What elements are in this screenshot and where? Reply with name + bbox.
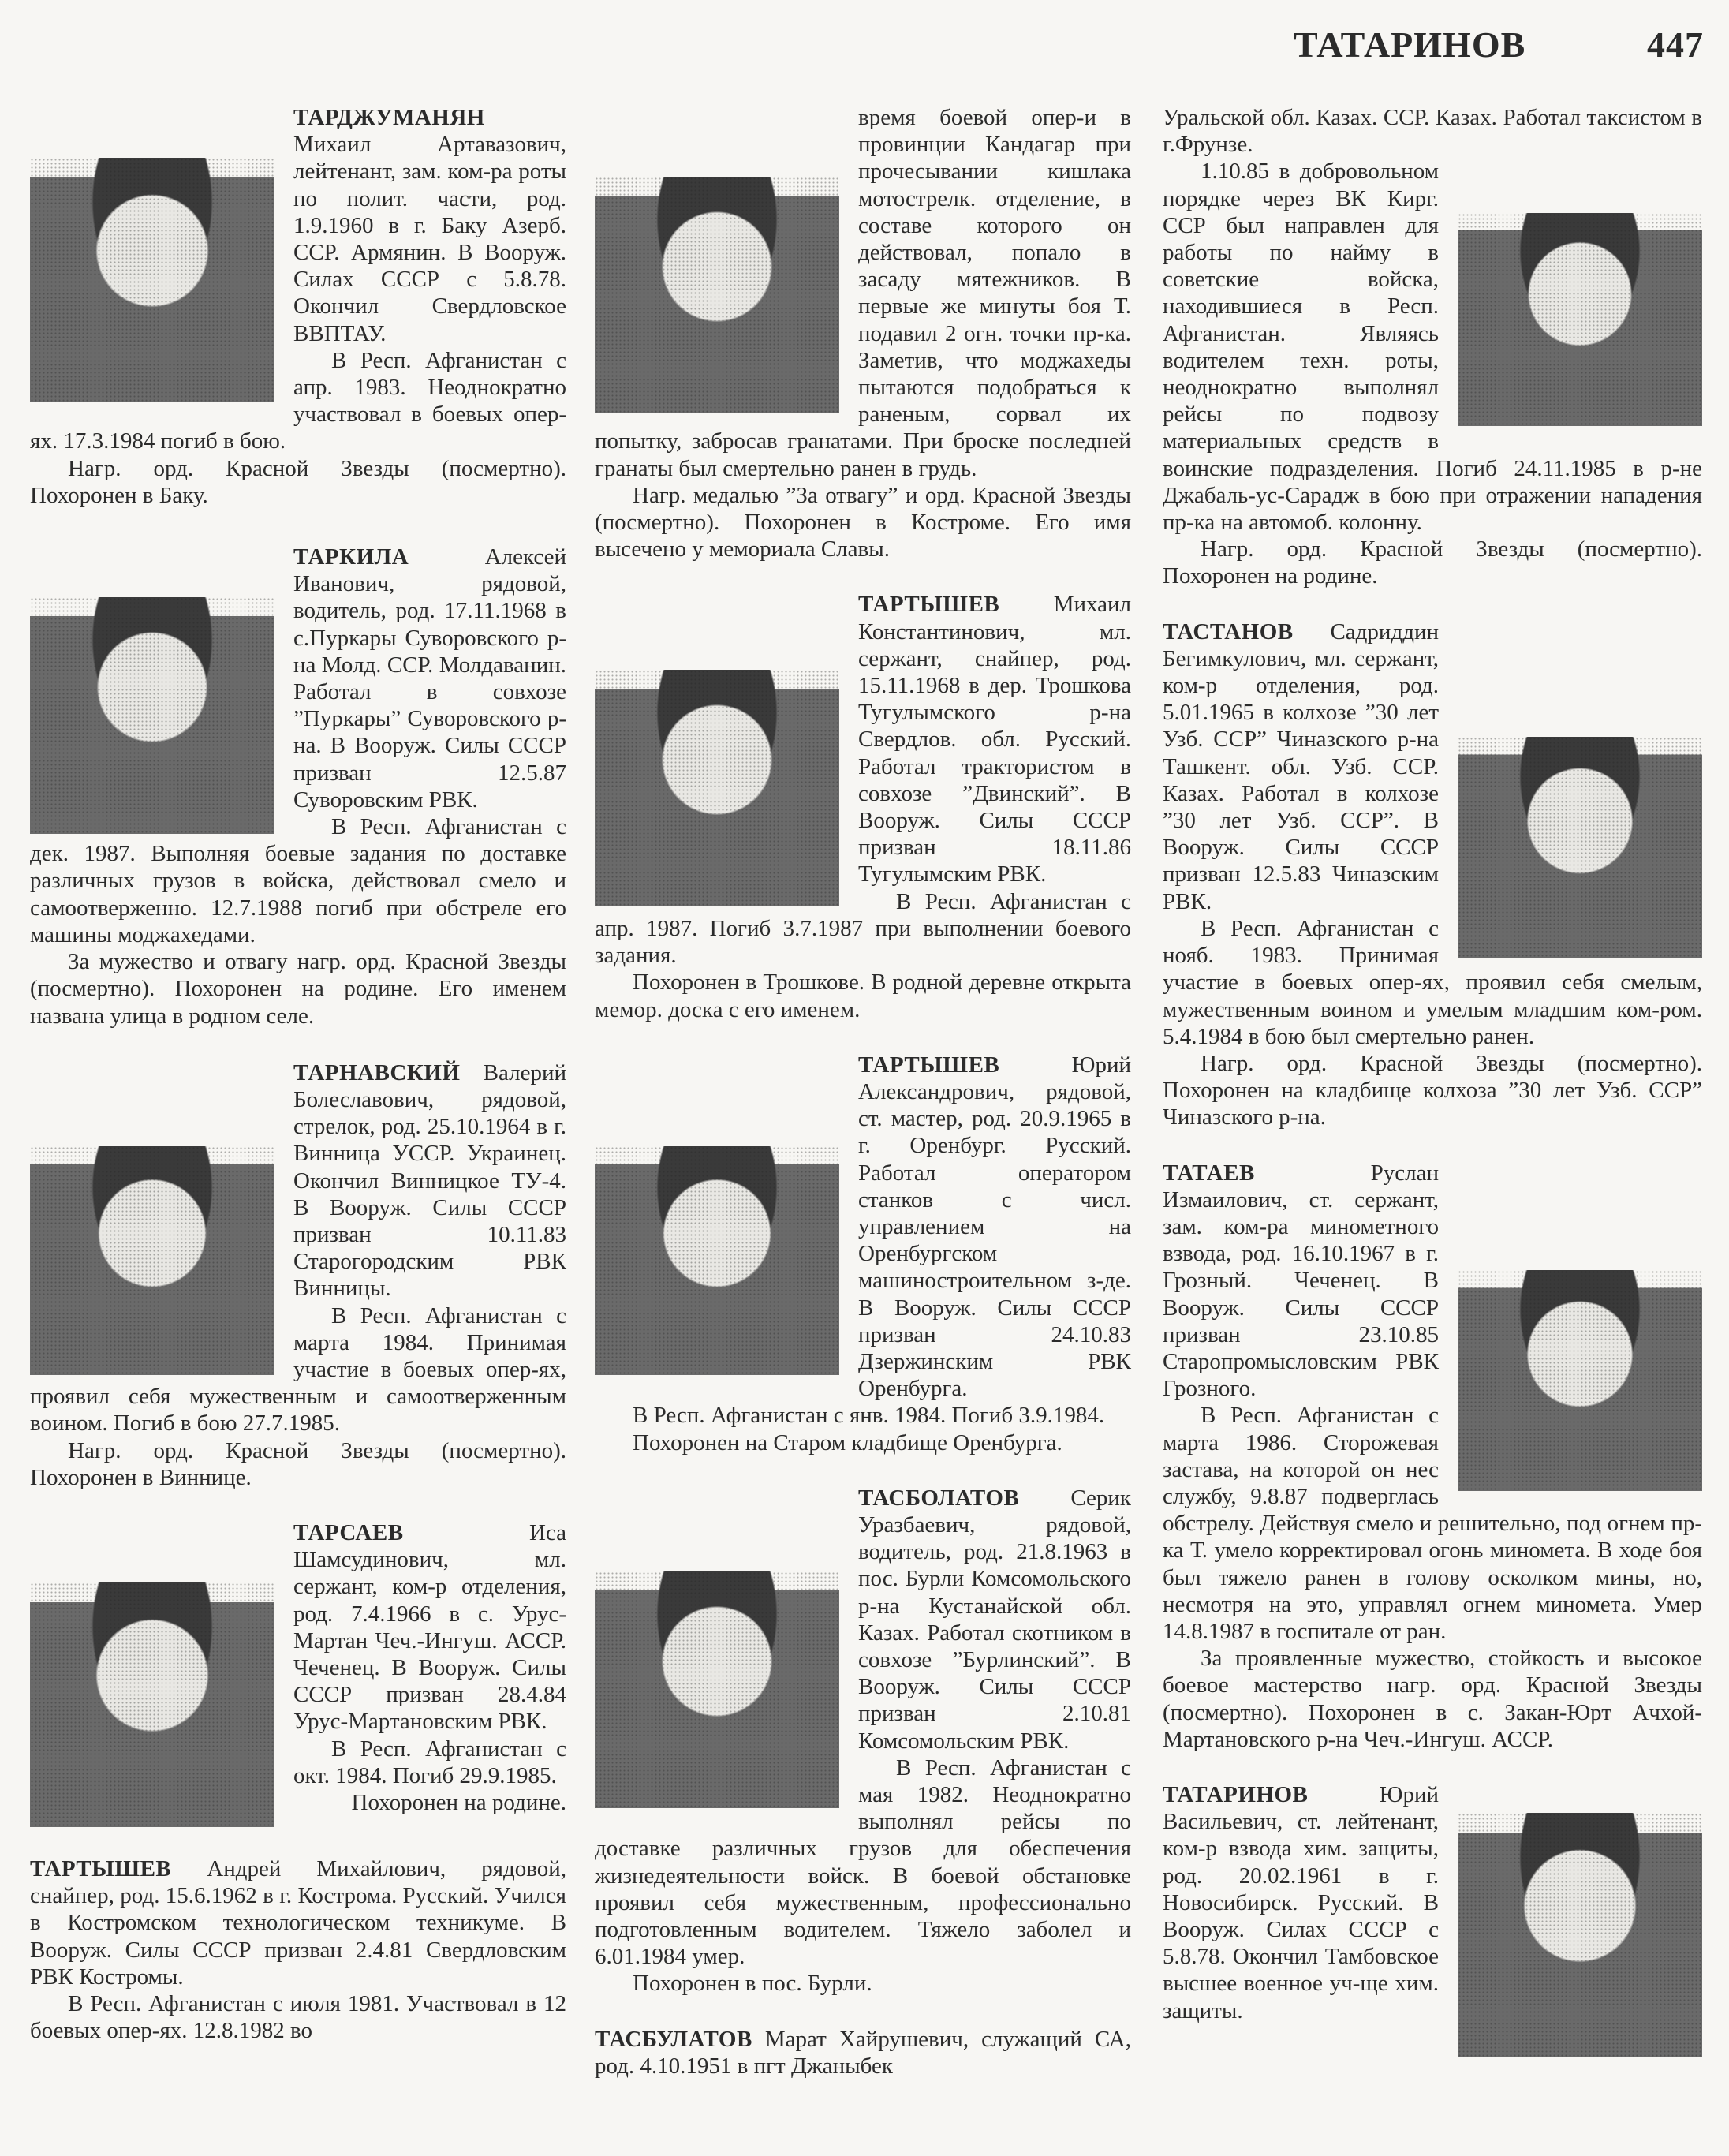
entry-tartyshev-mikhail	[595, 591, 1131, 1022]
entry-paragraph: В Респ. Афганистан с марта 1986. Сторожевая застава, на которой он нес службу, 9.8.87 подверглась обстрелу. Действуя смело и решительно, под огнем пр-ка Т. умело корректировал огонь миномета. В ходе боя был тяжело ранен в голову осколком мины, но, несмотря на это, управлял огнем миномета. Умер 14.8.1987 в госпитале от ран.	[1163, 1403, 1702, 1644]
entry-paragraph: Похоронен в Трошкове. В родной деревне открыта мемор. доска с его именем.	[595, 970, 1131, 1022]
entry-paragraph: ТАСБУЛАТОВ Марат Хайрушевич, служащий СА, род. 4.10.1951 в пгт Джаныбек	[595, 2026, 1131, 2079]
entry-paragraph: Похоронен в пос. Бурли.	[633, 1971, 872, 1997]
entry-surname: ТАРДЖУМАНЯН	[293, 105, 485, 130]
portrait-photo	[1458, 1813, 1702, 2057]
portrait-photo	[1458, 1270, 1702, 1491]
entry-tastanov	[1163, 618, 1702, 1131]
entry-tasbulatov	[595, 2026, 1131, 2079]
portrait-photo	[30, 1582, 274, 1827]
entry-paragraph: ТАСБОЛАТОВ Серик Уразбаевич, рядовой, водитель, род. 21.8.1963 в пос. Бурли Комсомольского р-на Кустанайской обл. Казах. Работал скотником в совхозе ”Бурлинский”. В Вооруж. Силы СССР призван 2.10.81 Комсомольским РВК.	[858, 1485, 1131, 1754]
entry-paragraph: В Респ. Афганистан с янв. 1984. Погиб 3.9.1984.	[633, 1403, 1105, 1429]
entry-tarsaev	[30, 1519, 566, 1832]
entry-paragraph: В Респ. Афганистан с окт. 1984. Погиб 29.9.1985.	[293, 1736, 566, 1788]
entry-surname: ТАТАЕВ	[1163, 1160, 1255, 1186]
entry-paragraph: Нагр. орд. Красной Звезды (посмертно). Похоронен в Виннице.	[30, 1437, 566, 1490]
entry-surname: ТАСТАНОВ	[1163, 618, 1294, 645]
entry-paragraph: Нагр. орд. Красной Звезды (посмертно). Похоронен в Баку.	[30, 455, 566, 508]
entry-paragraph: ТАРДЖУМАНЯН Михаил Артавазович, лейтенант, зам. ком-ра роты по полит. части, род. 1.9.1960 в г. Баку Азерб. ССР. Армянин. В Вооруж. Силах СССР с 5.8.78. Окончил Свердловское ВВПТАУ.	[293, 105, 566, 346]
running-head	[1294, 24, 1704, 65]
entry-paragraph: За проявленные мужество, стойкость и высокое боевое мастерство нагр. орд. Красной Звезды (посмертно). Похоронен в с. Закан-Юрт Ачхой-Мартановского р-на Чеч.-Ингуш. АССР.	[1163, 1646, 1702, 1752]
entry-paragraph: время боевой опер-и в провинции Кандагар при прочесывании кишлака мотострелк. отделение, в составе которого он действовал, попало в засаду мятежников. В первые же минуты боя Т. подавил 2 огн. точки пр-ка. Заметив, что моджахеды пытаются подобраться к раненым, сорвал их попытку, забросав гранатами. При броске последней гранаты был смертельно ранен в грудь.	[595, 105, 1131, 481]
entry-surname: ТАТАРИНОВ	[1163, 1781, 1309, 1807]
entry-paragraph: Нагр. орд. Красной Звезды (посмертно). Похоронен на кладбище колхоза ”30 лет Узб. ССР” Чиназского р-на.	[1163, 1050, 1702, 1130]
column-1	[30, 104, 566, 2076]
entry-surname: ТАСБУЛАТОВ	[595, 2026, 752, 2052]
portrait-photo	[595, 670, 839, 906]
portrait-photo	[30, 1146, 274, 1375]
column-2	[595, 104, 1131, 2111]
entry-paragraph: ТАРТЫШЕВ Андрей Михайлович, рядовой, снайпер, род. 15.6.1962 в г. Кострома. Русский. Учился в Костромском технологическом техникуме. В Вооруж. Силы СССР призван 2.4.81 Свердловским РВК Костромы.	[30, 1855, 566, 1990]
entry-tarkila	[30, 544, 566, 1029]
entry-paragraph: В Респ. Афганистан с марта 1984. Принимая участие в боевых опер-ях, проявил себя мужественным и самоотверженным воином. Погиб в бою 27.7.1985.	[30, 1302, 566, 1437]
entry-tasbolatov	[595, 1485, 1131, 1997]
portrait-photo	[595, 1571, 839, 1808]
entry-paragraph: В Респ. Афганистан с мая 1982. Неоднократно выполнял рейсы по доставке различных грузов для обеспечения жизнедеятельности войск. В боевой обстановке проявил себя мужественным, профессионально подготовленным водителем. Тяжело заболел и 6.01.1984 умер.	[595, 1754, 1131, 1970]
entry-paragraph: ТАРКИЛА Алексей Иванович, рядовой, водитель, род. 17.11.1968 в с.Пуркары Суворовского р-на Молд. ССР. Молдаванин. Работал в совхозе ”Пуркары” Суворовского р-на. В Вооруж. Силы СССР призван 12.5.87 Суворовским РВК.	[293, 544, 566, 813]
entry-tartyshev-andrey	[30, 1855, 566, 2044]
page-number: 447	[1647, 24, 1704, 65]
entry-continuation	[595, 104, 1131, 562]
entry-paragraph: ТАРСАЕВ Иса Шамсудинович, мл. сержант, ком-р отделения, род. 7.4.1966 в с. Урус-Мартан Чеч.-Ингуш. АССР. Чеченец. В Вооруж. Силы СССР призван 28.4.84 Урус-Мартановским РВК.	[293, 1519, 566, 1735]
entry-paragraph: ТАСТАНОВ Садриддин Бегимкулович, мл. сержант, ком-р отделения, род. 5.01.1965 в колхозе ”30 лет Узб. ССР” Чиназского р-на Ташкент. обл. Узб. ССР. Казах. Работал в колхозе ”30 лет Узб. ССР”. В Вооруж. Силы СССР призван 12.5.83 Чиназским РВК.	[1163, 618, 1439, 914]
entry-paragraph: В Респ. Афганистан с дек. 1987. Выполняя боевые задания по доставке различных грузов в войска, действовал смело и самоотверженно. 12.7.1988 погиб при обстреле его машины моджахедами.	[30, 814, 566, 947]
entry-paragraph: Уральской обл. Казах. ССР. Казах. Работал таксистом в г.Фрунзе.	[1163, 105, 1702, 158]
entry-paragraph: Нагр. медалью ”За отвагу” и орд. Красной Звезды (посмертно). Похоронен в Костроме. Его имя высечено у мемориала Славы.	[595, 482, 1131, 562]
entry-paragraph: В Респ. Афганистан с апр. 1983. Неоднократно участвовал в боевых опер-ях. 17.3.1984 погиб в бою.	[30, 347, 566, 454]
portrait-photo	[595, 177, 839, 413]
entry-surname: ТАРТЫШЕВ	[858, 592, 1000, 618]
entry-tarnavsky	[30, 1059, 566, 1491]
entry-surname: ТАРНАВСКИЙ	[293, 1059, 461, 1085]
entry-tardzhumanyan	[30, 104, 566, 509]
entry-paragraph: ТАРТЫШЕВ Михаил Константинович, мл. сержант, снайпер, род. 15.11.1968 в дер. Трошкова Тугулымского р-на Свердлов. обл. Русский. Работал трактористом в совхозе ”Двинский”. В Вооруж. Силы СССР призван 18.11.86 Тугулымским РВК.	[858, 592, 1131, 887]
portrait-photo	[30, 597, 274, 834]
entry-paragraph: ТАРТЫШЕВ Юрий Александрович, рядовой, ст. мастер, род. 20.9.1965 в г. Оренбург. Русский. Работал оператором станков с числ. управлением на Оренбургском машиностроительном з-де. В Вооруж. Силы СССР призван 24.10.83 Дзержинским РВК Оренбурга.	[858, 1052, 1131, 1402]
entry-continuation	[1163, 104, 1702, 590]
entry-paragraph: 1.10.85 в добровольном порядке через ВК Кирг. ССР был направлен для работы по найму в советские войска, находившиеся в Респ. Афганистан. Являясь водителем техн. роты, неоднократно выполнял рейсы по подвозу материальных средств в воинские подразделения. Погиб 24.11.1985 в р-не Джабаль-ус-Сарадж в бою при отражении нападения пр-ка на автомоб. колонну.	[1163, 159, 1702, 536]
entry-tatarinov	[1163, 1781, 1702, 2024]
entry-surname: ТАРТЫШЕВ	[30, 1855, 172, 1881]
entry-paragraph: В Респ. Афганистан с июля 1981. Участвовал в 12 боевых опер-ях. 12.8.1982 во	[30, 1990, 566, 2044]
column-3	[1163, 104, 1702, 2062]
entry-paragraph: ТАРНАВСКИЙ Валерий Болеславович, рядовой, стрелок, род. 25.10.1964 в г. Винница УССР. Украинец. Окончил Винницкое ТУ-4. В Вооруж. Силы СССР призван 10.11.83 Старогородским РВК Винницы.	[293, 1059, 566, 1302]
portrait-photo	[595, 1146, 839, 1375]
running-head-title: ТАТАРИНОВ	[1294, 24, 1526, 65]
entry-tartyshev-yury	[595, 1052, 1131, 1456]
entry-paragraph: ТАТАЕВ Руслан Измаилович, ст. сержант, зам. ком-ра минометного взвода, род. 16.10.1967 в г. Грозный. Чеченец. В Вооруж. Силы СССР призван 23.10.85 Старопромысловским РВК Грозного.	[1163, 1160, 1439, 1402]
entry-paragraph: За мужество и отвагу нагр. орд. Красной Звезды (посмертно). Похоронен на родине. Его именем названа улица в родном селе.	[30, 949, 566, 1029]
entry-surname: ТАРТЫШЕВ	[858, 1052, 1000, 1078]
entry-tataev	[1163, 1160, 1702, 1753]
entry-surname: ТАРКИЛА	[293, 544, 409, 570]
entry-surname: ТАРСАЕВ	[293, 1519, 404, 1545]
entry-paragraph: ТАТАРИНОВ Юрий Васильевич, ст. лейтенант, ком-р взвода хим. защиты, род. 20.02.1961 в г. Новосибирск. Русский. В Вооруж. Силах СССР с 5.8.78. Окончил Тамбовское высшее военное уч-ще хим. защиты.	[1163, 1781, 1439, 2023]
entry-paragraph: Похоронен на Старом кладбище Оренбурга.	[633, 1429, 1062, 1455]
entry-paragraph: Нагр. орд. Красной Звезды (посмертно). Похоронен на родине.	[1163, 536, 1702, 589]
entry-paragraph: В Респ. Афганистан с апр. 1987. Погиб 3.7.1987 при выполнении боевого задания.	[595, 888, 1131, 969]
portrait-photo	[1458, 213, 1702, 426]
entry-paragraph: В Респ. Афганистан с нояб. 1983. Принимая участие в боевых опер-ях, проявил себя смелым, мужественным воином и умелым младшим ком-ром. 5.4.1984 в бою был смертельно ранен.	[1163, 915, 1702, 1049]
portrait-photo	[30, 158, 274, 402]
portrait-photo	[1458, 737, 1702, 958]
entry-surname: ТАСБОЛАТОВ	[858, 1485, 1020, 1511]
entry-paragraph: Похоронен на родине.	[351, 1789, 566, 1815]
